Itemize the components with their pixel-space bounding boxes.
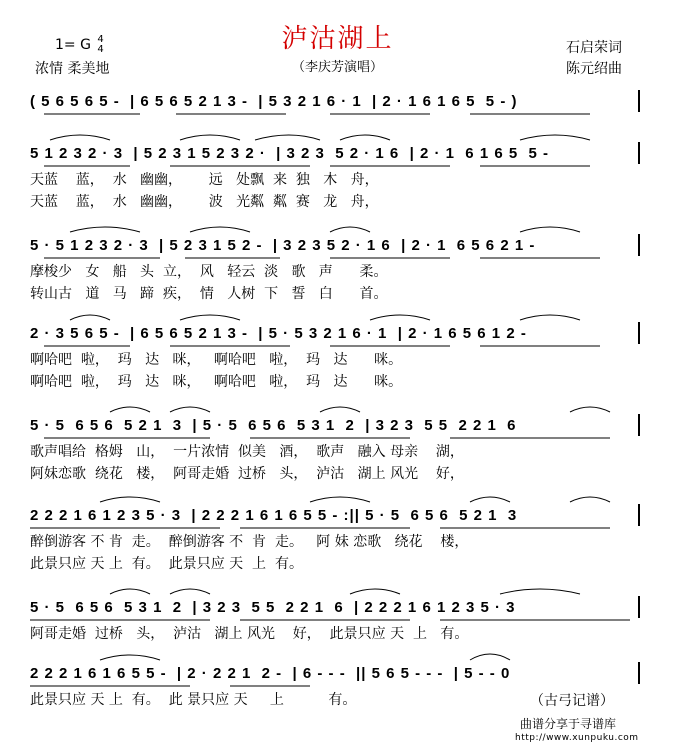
barline bbox=[638, 322, 640, 344]
notes-line: 5 · 5 1 2 3 2 · 3 | 5 2 3 1 5 2 - | 3 2 3 5 2 · 1 6 | 2 · 1 6 5 6 2 1 - bbox=[30, 237, 536, 254]
barline bbox=[638, 234, 640, 256]
key-label: 1= G bbox=[55, 37, 91, 53]
lyrics-verse-1: 醉倒游客 不 肯 走。 醉倒游客 不 肯 走。 阿 妹 恋歌 绕花 楼， bbox=[30, 534, 469, 550]
watermark-text: 曲谱分享于寻谱库 bbox=[520, 717, 617, 731]
notes-line: 2 2 2 1 6 1 2 3 5 · 3 | 2 2 2 1 6 1 6 5 5 - :|| 5 · 5 6 5 6 5 2 1 3 bbox=[30, 507, 518, 524]
notes-line: 2 · 3 5 6 5 - | 6 5 6 5 2 1 3 - | 5 · 5 3 2 1 6 · 1 | 2 · 1 6 5 6 1 2 - bbox=[30, 325, 527, 342]
barline bbox=[638, 504, 640, 526]
notes-line: 5 1 2 3 2 · 3 | 5 2 3 1 5 2 3 2 · | 3 2 3 5 2 · 1 6 | 2 · 1 6 1 6 5 5 - bbox=[30, 145, 550, 162]
notes-line: 5 · 5 6 5 6 5 3 1 2 | 3 2 3 5 5 2 2 1 6 | 2 2 2 1 6 1 2 3 5 · 3 bbox=[30, 599, 516, 616]
barline bbox=[638, 142, 640, 164]
final-barline bbox=[638, 662, 640, 684]
transcriber-credit: （古弓记谱） bbox=[530, 693, 614, 709]
time-signature bbox=[97, 35, 103, 55]
barline bbox=[638, 414, 640, 436]
lyrics-verse-2: 天蓝 蓝， 水 幽幽， 波 光粼 粼 赛 龙 舟， bbox=[30, 194, 379, 210]
lyrics-verse-1: 啊哈吧 啦， 玛 达 咪， 啊哈吧 啦， 玛 达 咪。 bbox=[30, 352, 403, 368]
beam-lines bbox=[30, 113, 640, 121]
watermark-url[interactable]: http://www.xunpuku.com bbox=[515, 733, 639, 743]
lyrics-verse-1: 阿哥走婚 过桥 头， 泸沽 湖上 风光 好， 此景只应 天 上 有。 bbox=[30, 626, 469, 642]
lyrics-verse-2: 此景只应 天 上 有。 此景只应 天 上 有。 bbox=[30, 556, 303, 572]
notes-line: 5 · 5 6 5 6 5 2 1 3 | 5 · 5 6 5 6 5 3 1 2 | 3 2 3 5 5 2 2 1 6 bbox=[30, 417, 517, 434]
lyrics-verse-2: 啊哈吧 啦， 玛 达 咪， 啊哈吧 啦， 玛 达 咪。 bbox=[30, 374, 403, 390]
lyricist: 石启荣词 bbox=[566, 40, 622, 56]
lyrics-verse-1: 此景只应 天 上 有。 此 景只应 天 上 有。 bbox=[30, 692, 357, 708]
lyrics-verse-2: 阿妹恋歌 绕花 楼， 阿哥走婚 过桥 头， 泸沽 湖上 风光 好， bbox=[30, 466, 464, 482]
performer: （李庆芳演唱） bbox=[291, 60, 383, 75]
lyrics-verse-1: 歌声唱给 格姆 山， 一片浓情 似美 酒， 歌声 融入 母亲 湖， bbox=[30, 444, 464, 460]
expression-marking: 浓情 柔美地 bbox=[35, 61, 110, 77]
time-top: 4 bbox=[97, 34, 104, 45]
notes-line: 2 2 2 1 6 1 6 5 5 - | 2 · 2 2 1 2 - | 6 - - - || 5 6 5 - - - | 5 - - 0 bbox=[30, 665, 511, 682]
lyrics-verse-1: 天蓝 蓝， 水 幽幽， 远 处飘 来 独 木 舟， bbox=[30, 172, 379, 188]
barline bbox=[638, 596, 640, 618]
composer: 陈元绍曲 bbox=[566, 61, 622, 77]
time-bottom: 4 bbox=[97, 44, 104, 55]
lyrics-verse-1: 摩梭少 女 船 头 立， 风 轻云 淡 歌 声 柔。 bbox=[30, 264, 388, 280]
lyrics-verse-2: 转山古 道 马 蹄 疾， 情 人树 下 誓 白 首。 bbox=[30, 286, 388, 302]
notes-line: ( 5 6 5 6 5 - | 6 5 6 5 2 1 3 - | 5 3 2 1 6 · 1 | 2 · 1 6 1 6 5 5 - ) bbox=[30, 93, 518, 110]
key-signature bbox=[55, 35, 104, 55]
song-title: 泸沽湖上 bbox=[281, 24, 394, 54]
barline bbox=[638, 90, 640, 112]
